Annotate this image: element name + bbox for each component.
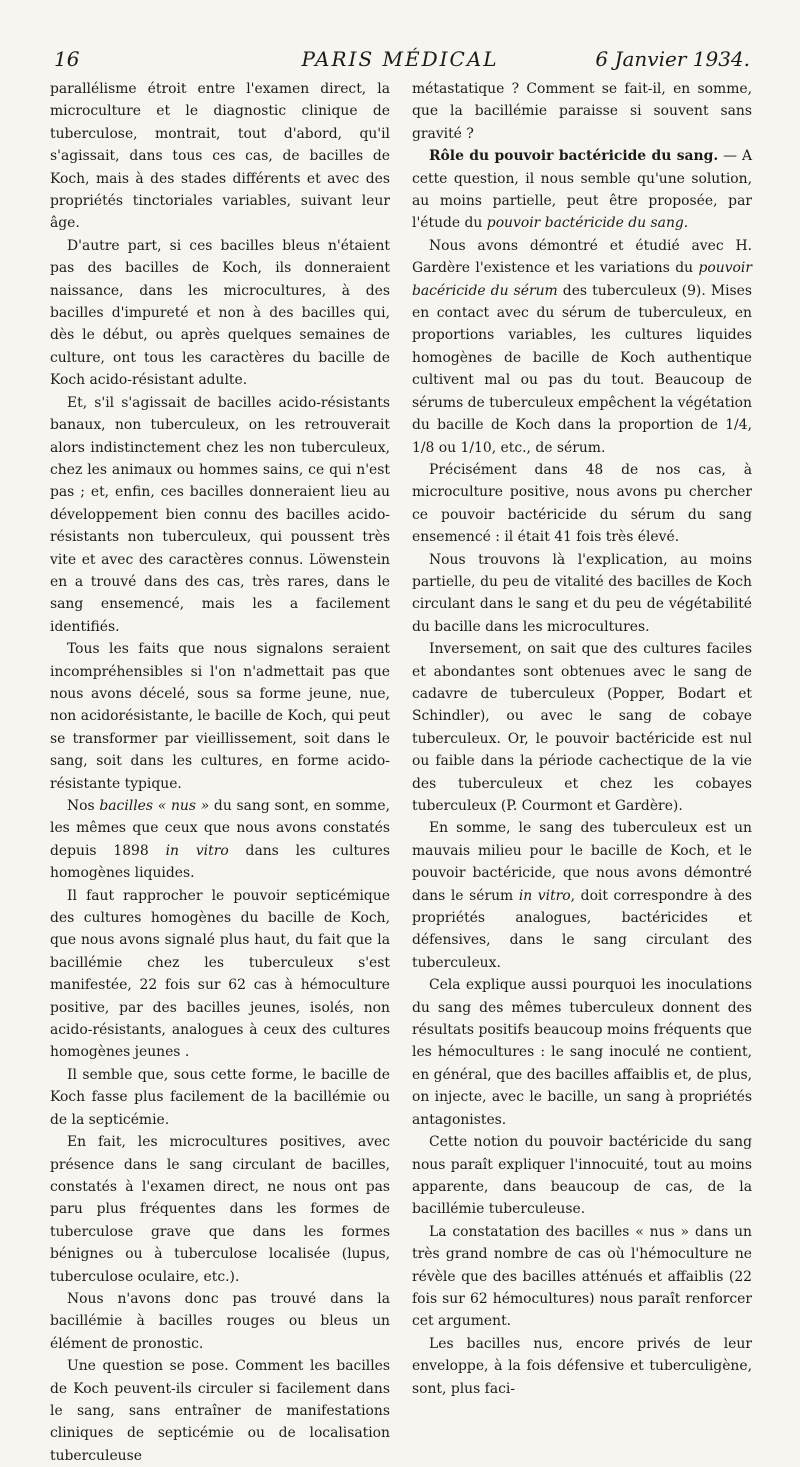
italic-run: pouvoir bacéricide du sérum xyxy=(412,260,752,299)
text-run: des tuberculeux (9). Mises en contact avec du sérum de tuberculeux, en proportions variables, les cultures liquides homogènes de bacille de Koch authentique cultivent mal ou pas du tout. Beaucoup de sérums de tuberculeux empêchent la végétation du bacille de Koch dans la proportion de 1/4, 1/8 ou 1/10, etc., de sérum. xyxy=(412,282,752,456)
paragraph: La constatation des bacilles « nus » dans un très grand nombre de cas où l'hémoculture ne révèle que des bacilles atténués et affaiblis (22 fois sur 62 hémocultures) nous paraît renforcer cet argument. xyxy=(412,1223,752,1330)
section-heading: Rôle du pouvoir bactéricide du sang. xyxy=(429,148,719,165)
right-column xyxy=(412,78,752,1400)
italic-run: pouvoir bactéricide du sang. xyxy=(486,215,689,232)
paragraph xyxy=(50,795,390,885)
paragraph xyxy=(412,145,752,235)
paragraph: Cela explique aussi pourquoi les inoculations du sang des mêmes tuberculeux donnent des résultats positifs beaucoup moins fréquents que les hémocultures : le sang inoculé ne contient, en général, que des bacilles affaiblis et, de plus, on injecte, avec le bacille, un sang à propriétés antagonistes. xyxy=(412,977,752,1128)
paragraph: Et, s'il s'agissait de bacilles acido-résistants banaux, non tuberculeux, on les retrouverait alors indistinctement chez les non tuberculeux, chez les animaux ou hommes sains, ce qui n'est pas ; et, enfin, ces bacilles donneraient lieu au développement bien connu des bacilles acido-résistants non tuberculeux, qui poussent très vite et avec des caractères connus. Löwenstein en a trouvé dans des cas, très rares, dans le sang ensemencé, mais les a facilement identifiés. xyxy=(50,394,390,635)
italic-run: bacilles « nus » xyxy=(99,798,210,814)
text-run: dans les cultures homogènes liquides. xyxy=(50,842,390,882)
text-run: — A cette question, il nous semble qu'une solution, au moins partielle, peut être proposée, par l'étude du xyxy=(412,148,752,232)
paragraph: Une question se pose. Comment les bacilles de Koch peuvent-ils circuler si facilement dans le sang, sans entraîner de manifestations cliniques de septicémie ou de localisation tuberculeuse xyxy=(50,1358,390,1464)
paragraph: Nous trouvons là l'explication, au moins partielle, du peu de vitalité des bacilles de Koch circulant dans le sang et du peu de végétabilité du bacille dans les microcultures. xyxy=(412,551,752,635)
italic-run: in vitro xyxy=(518,887,571,904)
page-header xyxy=(50,44,750,74)
text-run: du sang sont, en somme, les mêmes que ceux que nous avons constatés depuis 1898 xyxy=(50,798,390,859)
paragraph: métastatique ? Comment se fait-il, en somme, que la bacillémie paraisse si souvent sans gravité ? xyxy=(412,81,752,142)
paragraph: Il faut rapprocher le pouvoir septicémique des cultures homogènes du bacille de Koch, que nous avons signalé plus haut, du fait que la bacillémie chez les tuberculeux s'est manifestée, 22 fois sur 62 cas à hémoculture positive, par des bacilles jeunes, isolés, non acido-résistants, analogues à ceux des cultures homogènes jeunes . xyxy=(50,887,390,1061)
text-run: , doit correspondre à des propriétés analogues, bactéricides et défensives, dans le sang circulant des tuberculeux. xyxy=(412,887,752,971)
paragraph: Inversement, on sait que des cultures faciles et abondantes sont obtenues avec le sang de cadavre de tuberculeux (Popper, Bodart et Schindler), ou avec le sang de cobaye tuberculeux. Or, le pouvoir bactéricide est nul ou faible dans la période cachectique de la vie des tuberculeux et chez les cobayes tuberculeux (P. Courmont et Gardère). xyxy=(412,641,752,814)
paragraph: Les bacilles nus, encore privés de leur enveloppe, à la fois défensive et tuberculigène, sont, plus faci- xyxy=(412,1335,752,1397)
paragraph xyxy=(412,817,752,974)
paragraph: D'autre part, si ces bacilles bleus n'étaient pas des bacilles de Koch, ils donneraient naissance, dans les microcultures, à des bacilles d'impureté et non à des bacilles qui, dès le début, ou après quelques semaines de culture, ont tous les caractères du bacille de Koch acido-résistant adulte. xyxy=(50,237,390,389)
paragraph: Nous n'avons donc pas trouvé dans la bacillémie à bacilles rouges ou bleus un élément de pronostic. xyxy=(50,1290,390,1352)
left-column xyxy=(50,78,390,1467)
paragraph: parallélisme étroit entre l'examen direct, la microculture et le diagnostic clinique de tuberculose, montrait, tout d'abord, qu'il s'agissait, dans tous ces cas, de bacilles de Koch, mais à des stades différents et avec des propriétés tinctoriales variables, suivant leur âge. xyxy=(50,81,390,232)
paragraph: Cette notion du pouvoir bactéricide du sang nous paraît expliquer l'innocuité, tout au moins apparente, dans beaucoup de cas, de la bacillémie tuberculeuse. xyxy=(412,1134,752,1218)
issue-date: 6 Janvier 1934. xyxy=(595,47,750,71)
page-number: 16 xyxy=(54,47,80,71)
paragraph: Précisément dans 48 de nos cas, à microculture positive, nous avons pu chercher ce pouvoir bactéricide du sérum du sang ensemencé : il était 41 fois très élevé. xyxy=(412,461,752,546)
paragraph: En fait, les microcultures positives, avec présence dans le sang circulant de bacilles, constatés à l'examen direct, ne nous ont pas paru plus fréquentes dans les formes de tuberculose grave que dans les formes bénignes ou à tuberculose localisée (lupus, tuberculose oculaire, etc.). xyxy=(50,1134,390,1285)
journal-title: PARIS MÉDICAL xyxy=(301,47,499,71)
paragraph xyxy=(412,235,752,459)
paragraph: Il semble que, sous cette forme, le bacille de Koch fasse plus facilement de la bacillémie ou de la septicémie. xyxy=(50,1066,390,1128)
italic-run: in vitro xyxy=(165,842,229,859)
text-run: Nous avons démontré et étudié avec H. Gardère l'existence et les variations du xyxy=(412,237,752,277)
text-run: En somme, le sang des tuberculeux est un mauvais milieu pour le bacille de Koch, et le pouvoir bactéricide, que nous avons démontré dans le sérum xyxy=(412,820,752,904)
text-run: Nos xyxy=(67,798,100,814)
paragraph: Tous les faits que nous signalons seraient incompréhensibles si l'on n'admettait pas que nous avons décelé, sous sa forme jeune, nue, non acidorésistante, le bacille de Koch, qui peut se transformer par vieillissement, soit dans le sang, soit dans les cultures, en forme acido-résistante typique. xyxy=(50,641,390,792)
